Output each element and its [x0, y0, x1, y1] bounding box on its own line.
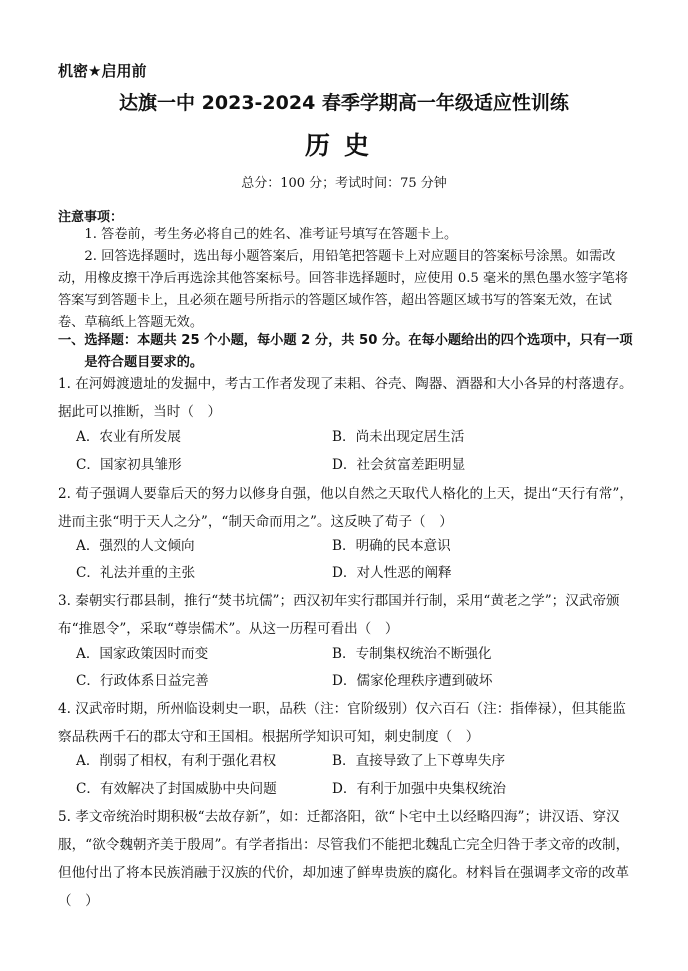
- score-time-line: 总分：100 分；考试时间：75 分钟: [241, 176, 447, 191]
- question-3-option-a: A．国家政策因时而变: [76, 646, 209, 662]
- question-3-option-d: D．儒家伦理秩序遭到破坏: [332, 673, 493, 689]
- question-3-option-c: C．行政体系日益完善: [76, 673, 209, 689]
- question-2-option-a: A．强烈的人文倾向: [76, 538, 195, 554]
- question-1-option-c: C．国家初具雏形: [76, 457, 182, 473]
- question-4-option-a: A．削弱了相权，有利于强化君权: [76, 753, 277, 769]
- notice-item-2: 2. 回答选择题时，选出每小题答案后，用铅笔把答题卡上对应题目的答案标号涂黑。如需改动，用橡皮擦干净后再选涂其他答案标号。回答非选择题时，应使用 0.5 毫米的黑色墨水签字笔将答案写到答题卡上，且必须在题号所指示的答题区域作答，超出答题区域书写的答案无效，在试卷、草稿纸上答题无效。: [58, 249, 629, 330]
- question-1-option-b: B．尚未出现定居生活: [332, 429, 465, 445]
- confidential-label: 机密★启用前: [58, 62, 147, 80]
- subject-title: 历史: [304, 131, 383, 160]
- question-4-stem: 4. 汉武帝时期，所州临设刺史一职，品秩（注：官阶级别）仅六百石（注：指俸禄），但其能监察品秩两千石的郡太守和王国相。根据所学知识可知，刺史制度（ ）: [58, 701, 626, 745]
- question-3-stem: 3. 秦朝实行郡县制，推行“焚书坑儒”；西汉初年实行郡国并行制，采用“黄老之学”；汉武帝颁布“推恩令”，采取“尊崇儒术”。从这一历程可看出（ ）: [58, 593, 620, 637]
- question-5-stem: 5. 孝文帝统治时期积极“去故存新”，如：迁都洛阳，欲“卜宅中土以经略四海”；讲汉语、穿汉服，“欲令魏朝齐美于殷周”。有学者指出：尽管我们不能把北魏乱亡完全归咎于孝文帝的改制，但他付出了将本民族消融于汉族的代价，却加速了鲜卑贵族的腐化。材料旨在强调孝文帝的改革（ ）: [58, 809, 630, 909]
- question-2-option-c: C．礼法并重的主张: [76, 565, 196, 581]
- question-4-option-d: D．有利于加强中央集权统治: [332, 781, 507, 797]
- question-1-option-a: A．农业有所发展: [76, 429, 181, 445]
- notice-item-1: 1. 答卷前，考生务必将自己的姓名、准考证号填写在答题卡上。: [84, 227, 458, 242]
- question-4-option-c: C．有效解决了封国威胁中央问题: [76, 781, 277, 797]
- question-1-option-d: D．社会贫富差距明显: [332, 457, 466, 473]
- question-4-option-b: B．直接导致了上下尊卑失序: [332, 753, 506, 769]
- question-2-stem: 2. 荀子强调人要靠后天的努力以修身自强，他以自然之天取代人格化的上天，提出“天行有常”，进而主张“明于天人之分”，“制天命而用之”。这反映了荀子（ ）: [58, 486, 633, 530]
- question-1-stem: 1. 在河姆渡遗址的发掘中，考古工作者发现了耒耜、谷壳、陶器、酒器和大小各异的村落遗存。据此可以推断，当时（ ）: [58, 376, 633, 420]
- question-3-option-b: B．专制集权统治不断强化: [332, 646, 492, 662]
- notice-heading: 注意事项：: [58, 210, 124, 225]
- section-1-heading: 一、选择题：本题共 25 个小题，每小题 2 分，共 50 分。在每小题给出的四个选项中，只有一项是符合题目要求的。: [58, 333, 633, 370]
- question-2-option-d: D．对人性恶的阐释: [332, 565, 452, 581]
- exam-title: 达旗一中 2023-2024 春季学期高一年级适应性训练: [119, 92, 569, 114]
- question-2-option-b: B．明确的民本意识: [332, 538, 451, 554]
